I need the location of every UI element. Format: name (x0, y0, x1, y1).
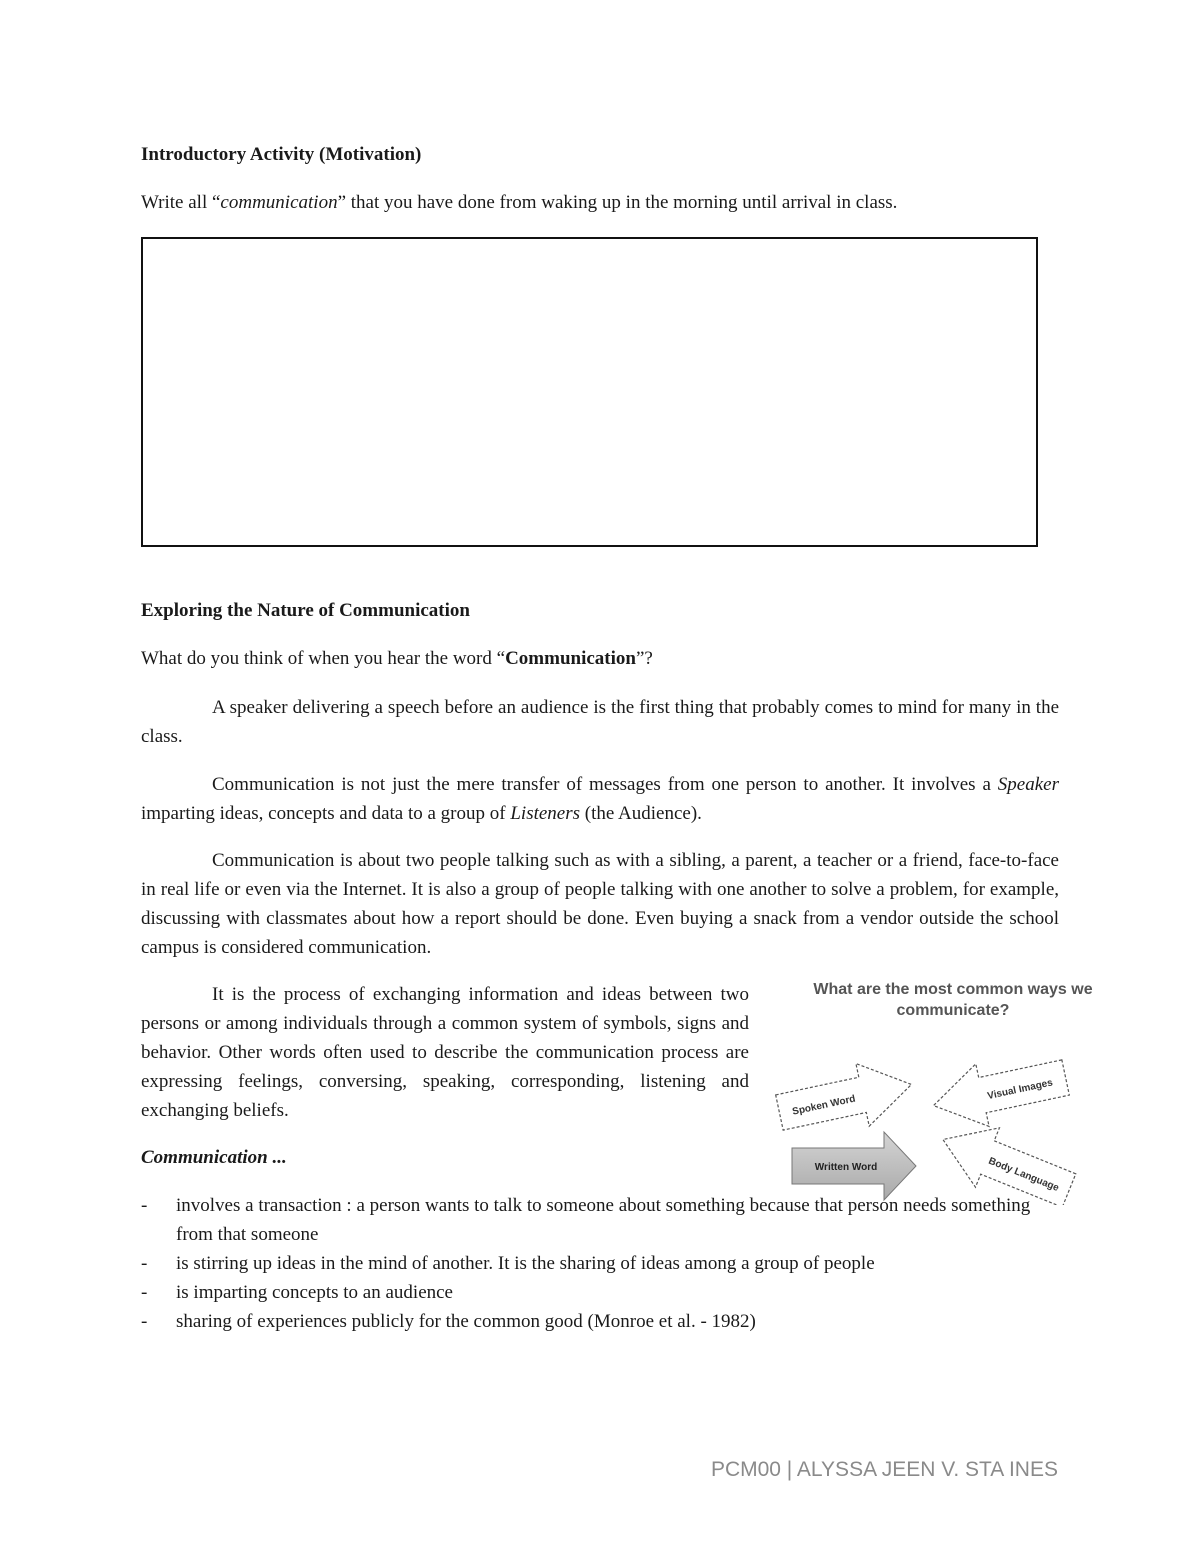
question-strong: Communication (505, 648, 636, 669)
p2-c: (the Audience). (580, 803, 702, 824)
list-item (141, 1278, 1059, 1307)
p2-a: Communication is not just the mere transfer of messages from one person to another. It involves a (212, 774, 998, 795)
list-dash: - (141, 1282, 148, 1303)
body-language-label: Body Language (986, 1155, 1061, 1194)
paragraph-2 (141, 770, 1059, 828)
intro-instruction-pre: Write all “ (141, 192, 221, 213)
exploring-question (141, 644, 653, 673)
list-item-text: sharing of experiences publicly for the common good (Monroe et al. - 1982) (176, 1311, 756, 1332)
visual-images-label: Visual Images (986, 1077, 1054, 1102)
question-pre: What do you think of when you hear the word “ (141, 648, 506, 669)
list-item (141, 1307, 1059, 1336)
communication-list-heading: Communication ... (141, 1147, 287, 1168)
list-item-text: is imparting concepts to an audience (176, 1282, 453, 1303)
written-word-arrow (792, 1132, 916, 1200)
list-item-text: involves a transaction : a person wants to talk to someone about something because that person needs something from that someone (176, 1195, 1031, 1245)
communication-ways-diagram (770, 1035, 1090, 1205)
p2-listeners: Listeners (510, 803, 581, 824)
intro-heading: Introductory Activity (Motivation) (141, 144, 422, 165)
visual-images-arrow (927, 1046, 1072, 1137)
p2-speaker: Speaker (997, 774, 1059, 795)
p2-b: imparting ideas, concepts and data to a group of (141, 803, 511, 824)
spoken-word-label: Spoken Word (791, 1093, 857, 1118)
spoken-word-arrow (773, 1053, 918, 1144)
question-post: ”? (635, 648, 653, 669)
list-item (141, 1249, 1059, 1278)
page-footer: PCM00 | ALYSSA JEEN V. STA INES (710, 1458, 1058, 1481)
list-item (141, 1191, 1059, 1249)
paragraph-3: Communication is about two people talking such as with a sibling, a parent, a teacher or a friend, face-to-face in real life or even via the Internet. It is also a group of people talking with one another to solve a problem, for example, discussing with classmates about how a report should be done. Even buying a snack from a vendor outside the school campus is considered communication. (141, 850, 1059, 958)
list-dash: - (141, 1253, 148, 1274)
exploring-heading: Exploring the Nature of Communication (141, 600, 470, 621)
intro-instruction-em: communication (220, 192, 338, 213)
list-dash: - (141, 1311, 148, 1332)
communication-list (141, 1191, 1059, 1336)
list-dash: - (141, 1195, 148, 1216)
written-word-label: Written Word (814, 1162, 878, 1173)
diagram-title: What are the most common ways we communicate? (813, 981, 1093, 1019)
list-item-text: is stirring up ideas in the mind of another. It is the sharing of ideas among a group of people (176, 1253, 875, 1274)
answer-box[interactable] (141, 237, 1038, 547)
intro-instruction-post: ” that you have done from waking up in the morning until arrival in class. (337, 192, 898, 213)
paragraph-1: A speaker delivering a speech before an audience is the first thing that probably comes to mind for many in the class. (141, 697, 1059, 747)
paragraph-4: It is the process of exchanging information and ideas between two persons or among individuals through a common system of symbols, signs and behavior. Other words often used to describe the communication process are expressing feelings, conversing, speaking, corresponding, listening and exchanging beliefs. (141, 984, 749, 1121)
intro-instruction (141, 188, 897, 217)
